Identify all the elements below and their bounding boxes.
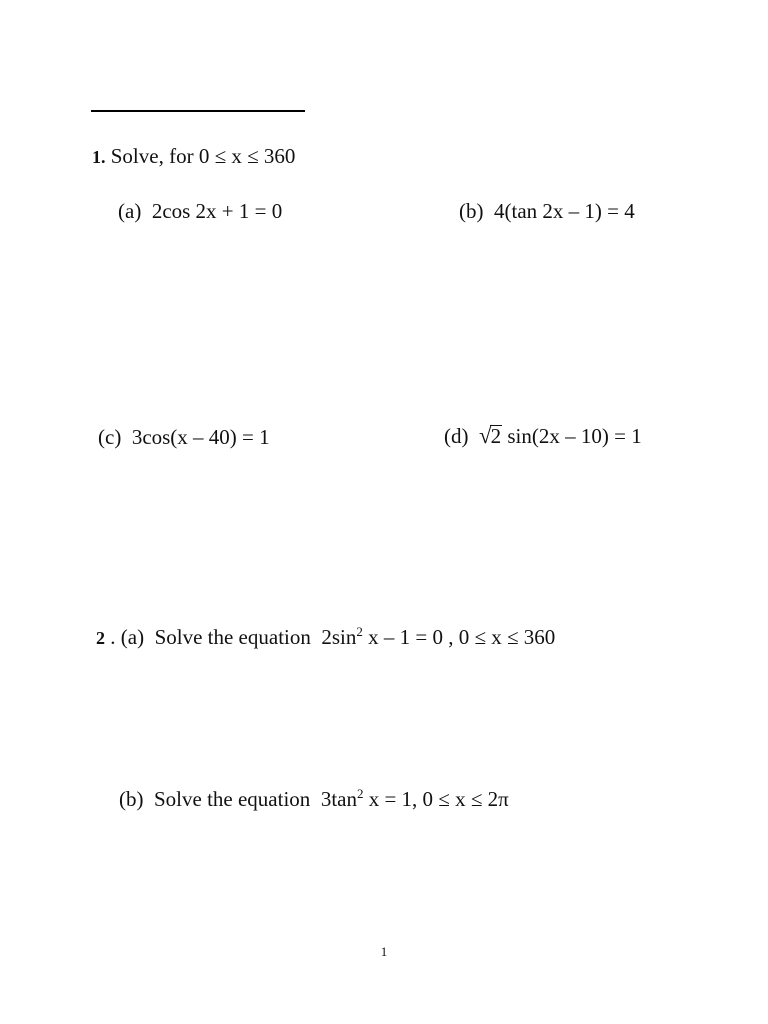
question-1-instruction: Solve, for 0 ≤ x ≤ 360 (110, 144, 296, 168)
header-rule (91, 110, 305, 112)
question-2-separator: . (110, 625, 116, 649)
question-2b-equation-pre: 3tan (320, 787, 357, 811)
question-1a (118, 201, 282, 222)
question-2-number: 2 (96, 628, 105, 648)
question-1-heading (92, 146, 295, 167)
question-2a (96, 624, 556, 649)
question-2b-exponent: 2 (356, 786, 364, 801)
question-2a-text: Solve the equation (154, 625, 311, 649)
square-root-expression (479, 424, 502, 447)
question-1b (459, 201, 635, 222)
question-1c (98, 427, 270, 448)
question-2b (119, 786, 509, 811)
square-root-radicand: 2 (490, 424, 502, 448)
page-number: 1 (380, 944, 388, 959)
question-1d (444, 424, 642, 447)
question-2b-label: (b) (119, 787, 144, 811)
question-1c-label: (c) (98, 425, 122, 449)
question-2a-label: (a) (120, 625, 145, 649)
square-root-sign-icon: √ (479, 423, 492, 448)
question-1a-equation: 2cos 2x + 1 = 0 (151, 199, 283, 223)
question-1d-label: (d) (444, 424, 469, 448)
question-2b-equation-post: x = 1, 0 ≤ x ≤ 2π (368, 787, 509, 811)
question-1b-equation: 4(tan 2x – 1) = 4 (494, 199, 635, 223)
question-2a-equation-post: x – 1 = 0 , 0 ≤ x ≤ 360 (368, 625, 556, 649)
question-2a-equation-pre: 2sin (321, 625, 357, 649)
question-1-number: 1. (92, 147, 106, 167)
question-2a-exponent: 2 (356, 624, 363, 639)
question-1b-label: (b) (459, 199, 484, 223)
question-2b-text: Solve the equation (154, 787, 311, 811)
question-1a-label: (a) (118, 199, 142, 223)
question-1c-equation: 3cos(x – 40) = 1 (131, 425, 270, 449)
question-1d-equation: sin(2x – 10) = 1 (507, 424, 642, 448)
